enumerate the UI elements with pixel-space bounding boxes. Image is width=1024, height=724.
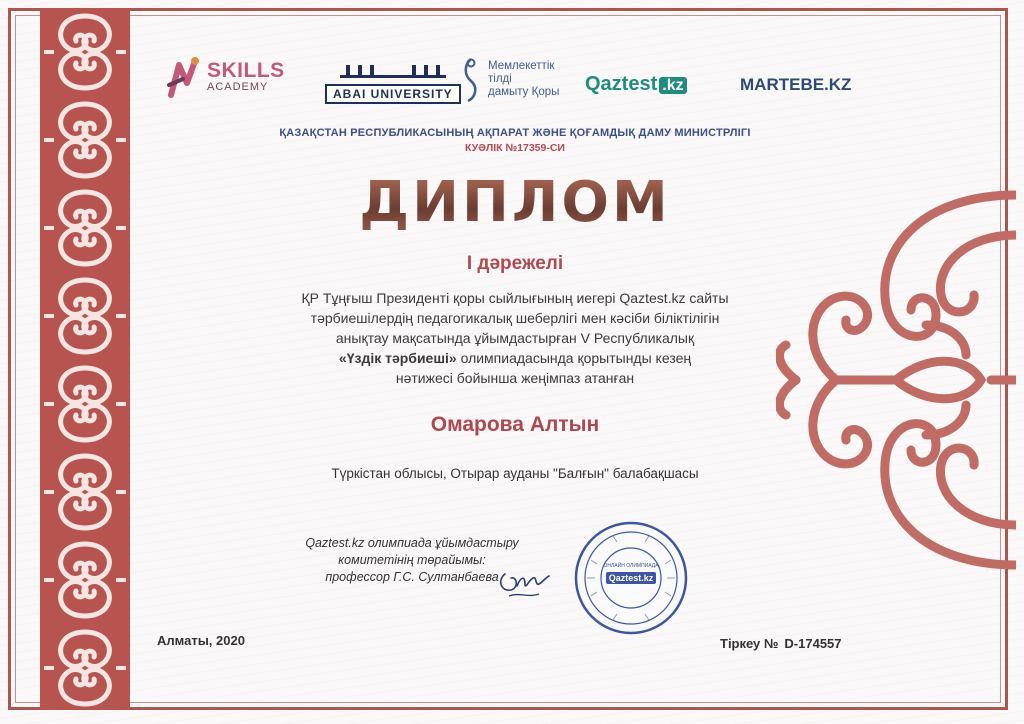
diploma-degree: І дәрежелі <box>466 253 564 274</box>
city-year: Алматы, 2020 <box>157 633 245 648</box>
official-seal <box>573 520 689 636</box>
award-line-1: ҚР Тұңғыш Президенті қоры сыйлығының иегері Qaztest.kz сайты <box>301 290 729 306</box>
left-ornament-border <box>40 8 130 710</box>
martebe-logo: MARTEBE.KZ <box>740 75 852 94</box>
recipient-name: Омарова Алтын <box>430 413 600 436</box>
language-fund-line2: тілді <box>488 72 512 85</box>
seal-center-text: Qaztest.kz <box>608 573 654 583</box>
language-fund-icon <box>460 55 482 103</box>
language-fund-logo <box>460 55 559 103</box>
committee-line-2: комитетінің төрайымы: <box>338 553 486 567</box>
academy-logo-text: ACADEMY <box>207 81 269 93</box>
award-line-4-rest: олимпиадасында қорытынды кезең <box>456 350 692 366</box>
award-line-5: нәтижесі бойынша жеңімпаз атанған <box>395 370 635 386</box>
registration-value: D-174557 <box>784 636 842 651</box>
skills-academy-icon <box>165 55 203 99</box>
award-description <box>190 288 840 388</box>
qaztest-logo-text: Qaztest <box>585 73 658 95</box>
committee-line-1: Qaztest.kz олимпиада ұйымдастыру <box>305 536 519 550</box>
skills-logo-text: SKILLS <box>207 59 285 82</box>
language-fund-line1: Мемлекеттік <box>488 59 555 72</box>
diploma-title: ДИПЛОМ <box>150 170 880 235</box>
abai-university-logo <box>325 63 461 104</box>
committee-line-3: профессор Г.С. Султанбаева <box>325 570 499 584</box>
registration-label: Тіркеу № <box>720 636 779 651</box>
abai-university-text: ABAI UNIVERSITY <box>325 84 461 104</box>
handwritten-signature <box>495 566 555 602</box>
partner-logos-row <box>165 55 855 115</box>
ministry-heading: ҚАЗАҚСТАН РЕСПУБЛИКАСЫНЫҢ АҚПАРАТ ЖӘНЕ ҚОҒАМДЫҚ ДАМУ МИНИСТРЛІГІ <box>279 127 751 139</box>
language-fund-line3: дамыту Қоры <box>488 85 560 98</box>
abai-columns-icon <box>338 63 448 79</box>
award-line-4 <box>190 348 840 368</box>
olympiad-name: «Үздік тәрбиеші» <box>338 350 457 366</box>
qaztest-logo <box>585 73 687 96</box>
award-line-3: анықтау мақсатында ұйымдастырған V Республикалық <box>335 330 695 346</box>
registration-number <box>720 636 848 651</box>
award-line-2: тәрбиешілердің педагогикалық шеберлігі мен кәсіби біліктілігін <box>310 310 720 326</box>
seal-top-text: ОНЛАЙН ОЛИМПИАДА <box>603 563 659 569</box>
recipient-school: Түркістан облысы, Отырар ауданы "Балғын" балабақшасы <box>331 466 699 481</box>
skills-academy-logo <box>165 55 285 99</box>
qaztest-logo-suffix: .kz <box>659 77 686 94</box>
license-number: КУӘЛІК №17359-СИ <box>465 142 565 154</box>
